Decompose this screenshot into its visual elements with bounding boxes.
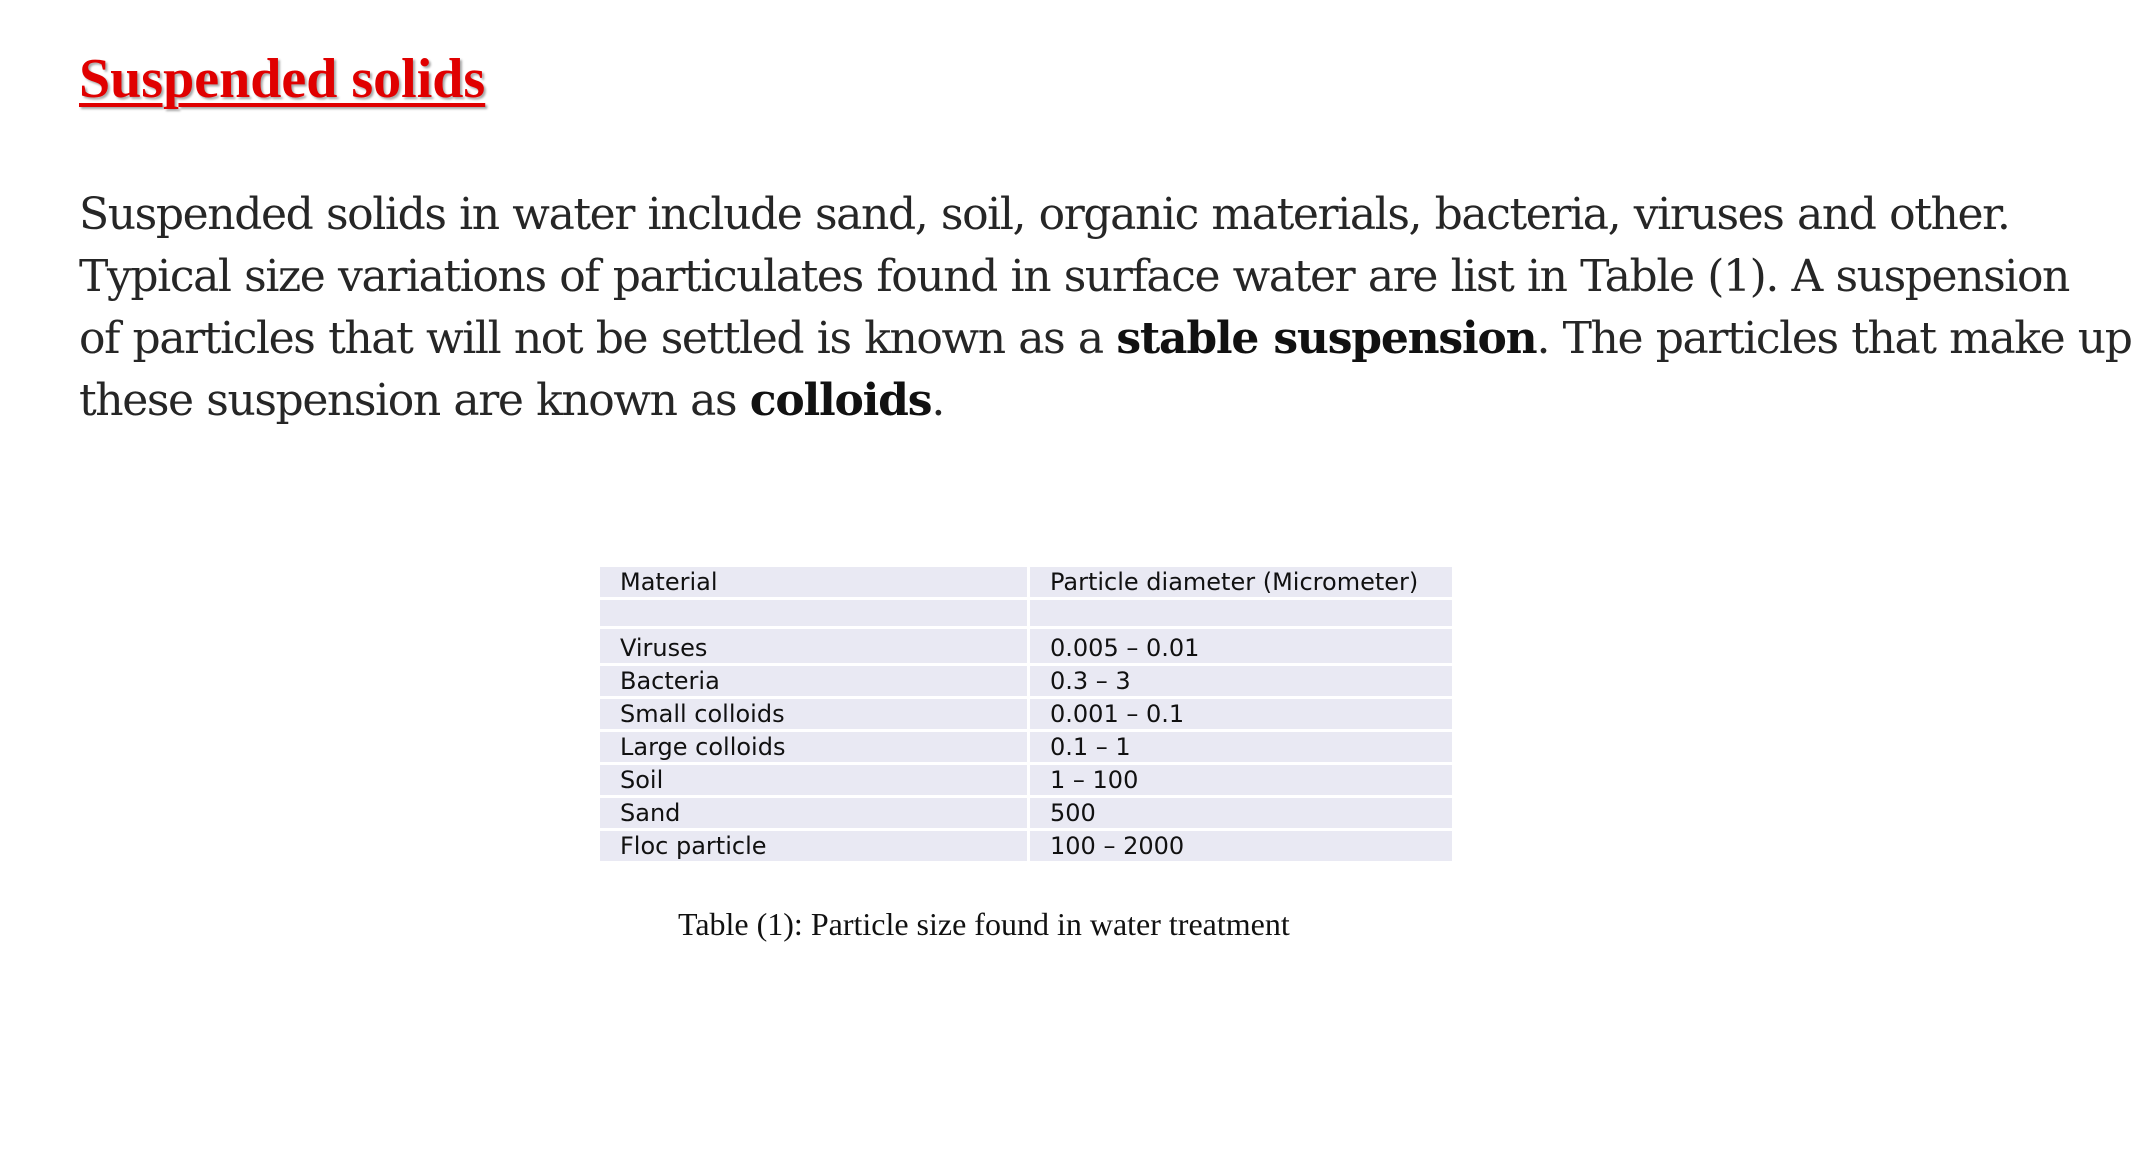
table-row (600, 732, 1452, 762)
term-colloids: colloids (749, 375, 932, 426)
header-material: Material (600, 567, 1027, 597)
paragraph-text: of particles that will not be settled is known as a (79, 313, 1117, 364)
paragraph-text: . (931, 375, 944, 426)
table-row (600, 831, 1452, 861)
table-cell (600, 600, 1027, 626)
diameter-cell: 100 – 2000 (1030, 831, 1452, 861)
table-cell (1030, 600, 1452, 626)
body-paragraph (79, 184, 2132, 432)
material-cell: Bacteria (600, 666, 1027, 696)
term-stable-suspension: stable suspension (1116, 313, 1537, 364)
paragraph-line-2: Typical size variations of particulates found in surface water are list in Table (1). A suspension (79, 251, 2069, 302)
table-row (600, 666, 1452, 696)
diameter-cell: 0.1 – 1 (1030, 732, 1452, 762)
material-cell: Soil (600, 765, 1027, 795)
diameter-cell: 1 – 100 (1030, 765, 1452, 795)
header-particle-diameter: Particle diameter (Micrometer) (1030, 567, 1452, 597)
particle-size-table (597, 564, 1455, 864)
table-row (600, 629, 1452, 663)
paragraph-text: . The particles that make up (1536, 313, 2132, 364)
table-header-row (600, 567, 1452, 597)
slide-title: Suspended solids (79, 48, 486, 110)
material-cell: Large colloids (600, 732, 1027, 762)
diameter-cell: 0.3 – 3 (1030, 666, 1452, 696)
table-spacer-row (600, 600, 1452, 626)
table-row (600, 765, 1452, 795)
paragraph-line-4 (79, 370, 2029, 432)
table-row (600, 798, 1452, 828)
table-row (600, 699, 1452, 729)
paragraph-line-3 (79, 308, 2132, 370)
diameter-cell: 0.001 – 0.1 (1030, 699, 1452, 729)
table-caption: Table (1): Particle size found in water treatment (678, 906, 1290, 942)
material-cell: Floc particle (600, 831, 1027, 861)
diameter-cell: 0.005 – 0.01 (1030, 629, 1452, 663)
diameter-cell: 500 (1030, 798, 1452, 828)
material-cell: Sand (600, 798, 1027, 828)
paragraph-text: these suspension are known as (79, 375, 750, 426)
material-cell: Small colloids (600, 699, 1027, 729)
material-cell: Viruses (600, 629, 1027, 663)
paragraph-line-1: Suspended solids in water include sand, soil, organic materials, bacteria, viruses and other. (79, 189, 2010, 240)
